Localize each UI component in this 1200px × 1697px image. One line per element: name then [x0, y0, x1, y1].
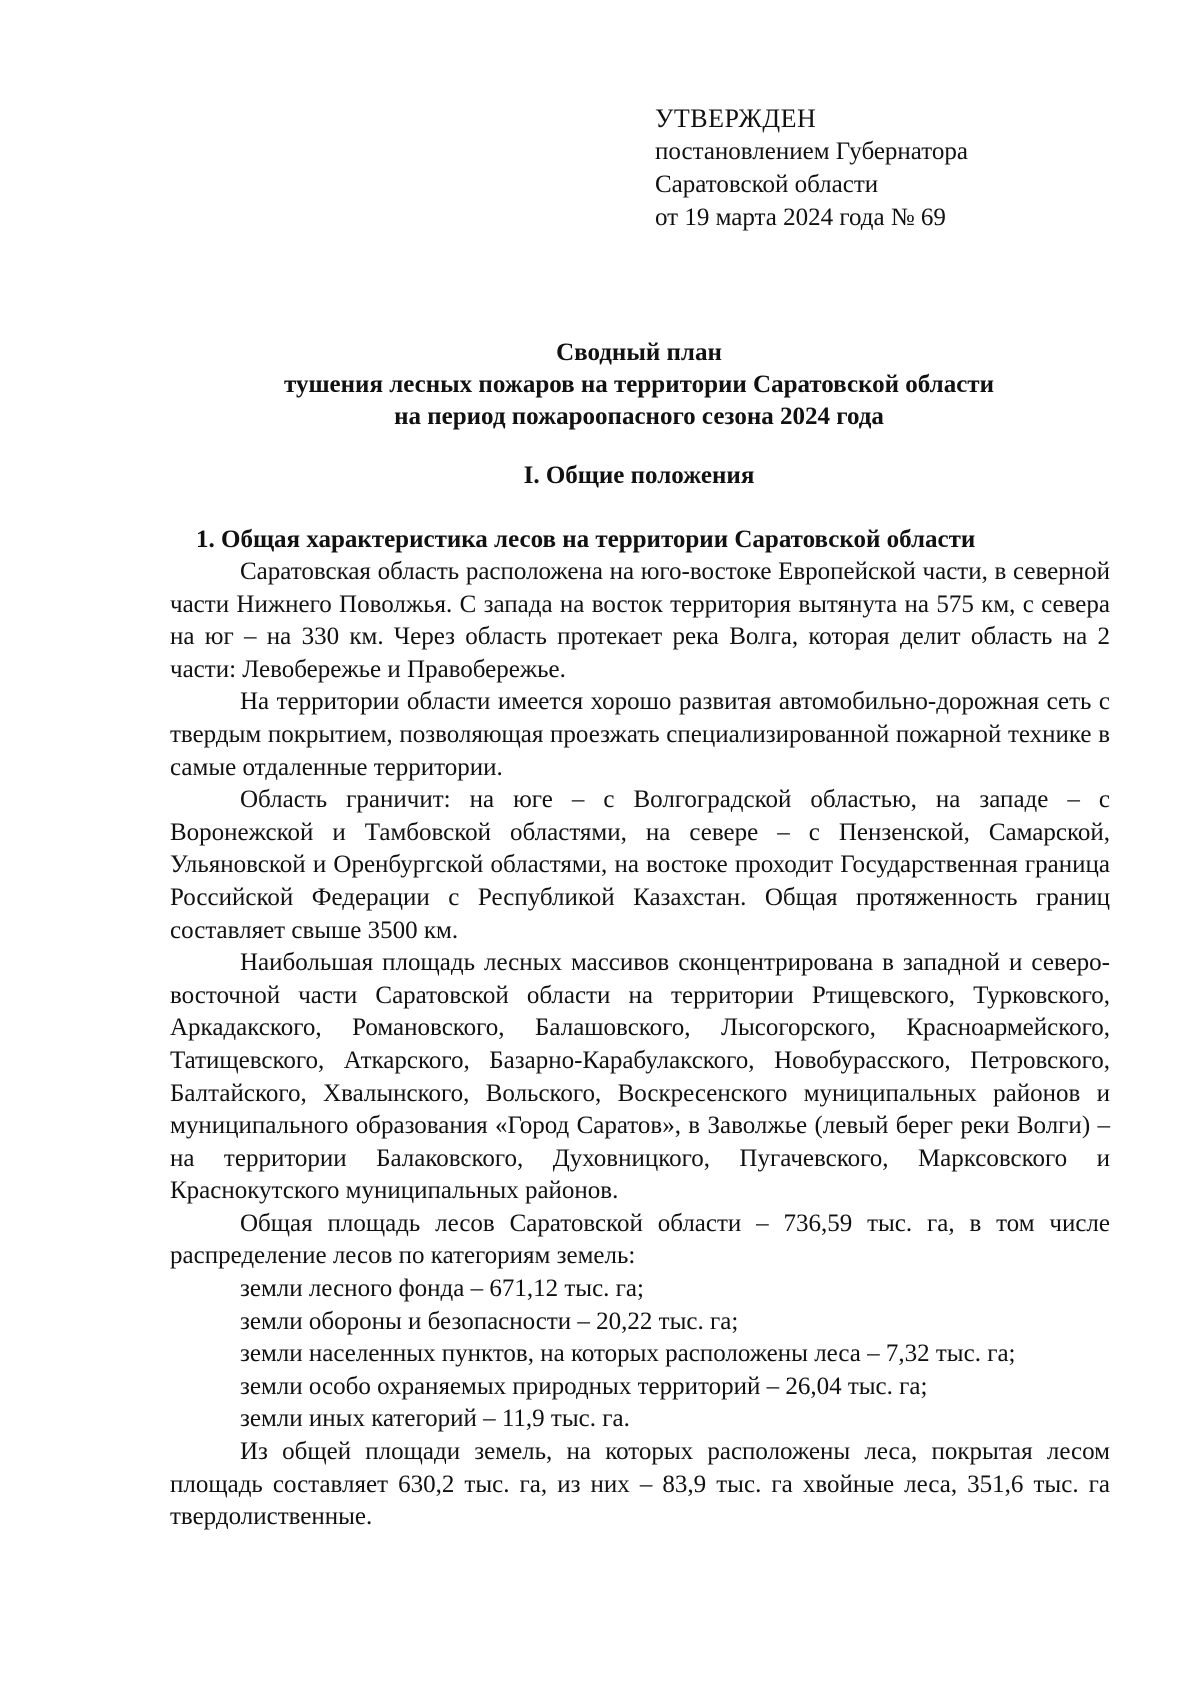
document-title: [160, 337, 1118, 433]
approval-line: Саратовской области: [655, 171, 879, 198]
paragraph: На территории области имеется хорошо развитая автомобильно-дорожная сеть с твердым покрытием, позволяющая проезжать специализированной пожарной технике в самые отдаленные территории.: [170, 688, 1110, 781]
paragraph: Общая площадь лесов Саратовской области – 736,59 тыс. га, в том числе распределение лесов по категориям земель:: [170, 1209, 1110, 1270]
land-category-item: земли лесного фонда – 671,12 тыс. га;: [240, 1275, 644, 1303]
land-category-item: земли населенных пунктов, на которых расположены леса – 7,32 тыс. га;: [240, 1340, 1016, 1368]
paragraph: Из общей площади земель, на которых расположены леса, покрытая лесом площадь составляет 630,2 тыс. га, из них – 83,9 тыс. га хвойные леса, 351,6 тыс. га твердолиственные.: [170, 1438, 1110, 1531]
paragraph: Наибольшая площадь лесных массивов сконцентрирована в западной и северо-восточной части Саратовской области на территории Ртищевского, Турковского, Аркадакского, Романовского, Балашовского, Лысогорского, Красноармейского, Татищевского, Аткарского, Базарно-Карабулакского, Новобурасского, Петровского, Балтайского, Хвалынского, Вольского, Воскресенского муниципальных районов и муниципального образования «Город Саратов», в Заволжье (левый берег реки Волги) – на территории Балаковского, Духовницкого, Пугачевского, Марксовского и Краснокутского муниципальных районов.: [170, 949, 1110, 1205]
title-line: на период пожароопасного сезона 2024 года: [394, 403, 884, 430]
title-line: Сводный план: [556, 339, 722, 366]
approval-date: от 19 марта 2024 года № 69: [655, 204, 946, 231]
body-text: [170, 556, 1110, 1534]
approval-block: [655, 102, 1135, 234]
land-category-item: земли обороны и безопасности – 20,22 тыс. га;: [240, 1307, 739, 1335]
paragraph: Саратовская область расположена на юго-востоке Европейской части, в северной части Нижнего Поволжья. С запада на восток территория вытянута на 575 км, с севера на юг – на 330 км. Через область протекает река Волга, которая делит область на 2 части: Левобережье и Правобережье.: [170, 558, 1110, 683]
paragraph: Область граничит: на юге – с Волгоградской областью, на западе – с Воронежской и Тамбовской областями, на севере – с Пензенской, Самарской, Ульяновской и Оренбургской областями, на востоке проходит Государственная граница Российской Федерации с Республикой Казахстан. Общая протяженность границ составляет свыше 3500 км.: [170, 786, 1110, 944]
land-category-item: земли иных категорий – 11,9 тыс. га.: [240, 1405, 630, 1433]
approval-line: постановлением Губернатора: [655, 138, 968, 165]
subsection-heading: 1. Общая характеристика лесов на территории Саратовской области: [196, 526, 976, 553]
land-category-item: земли особо охраняемых природных территорий – 26,04 тыс. га;: [240, 1372, 928, 1400]
title-line: тушения лесных пожаров на территории Саратовской области: [284, 371, 994, 398]
approval-stamp: УТВЕРЖДЕН: [655, 104, 817, 133]
section-heading: I. Общие положения: [523, 462, 755, 489]
